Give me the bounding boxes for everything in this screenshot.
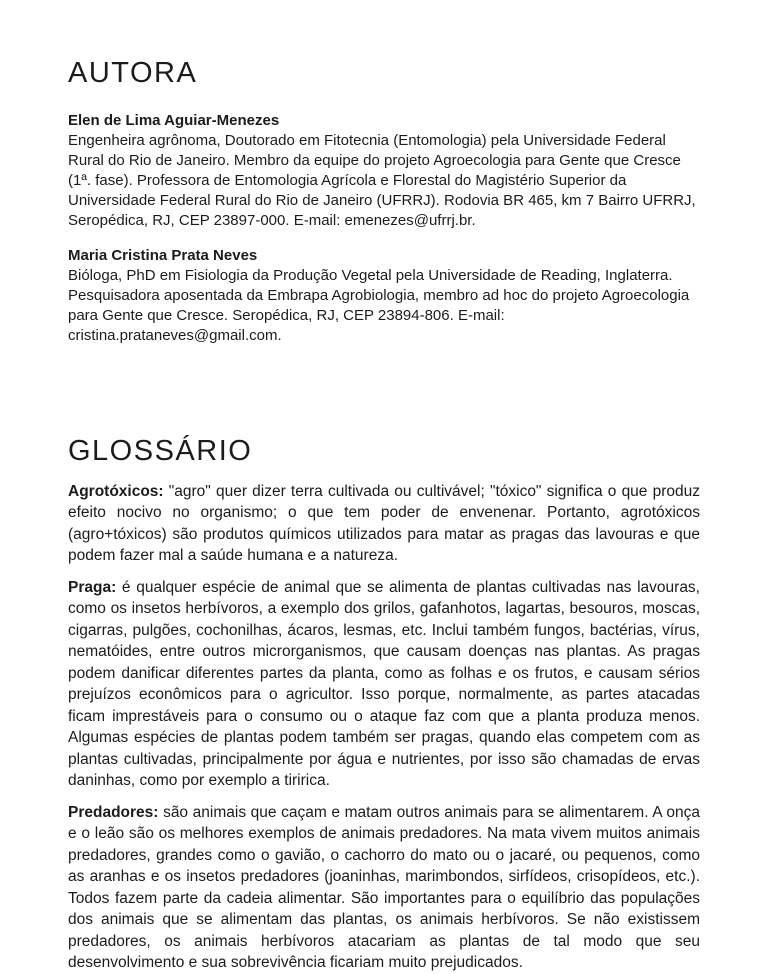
glossary-term: Agrotóxicos: xyxy=(68,482,164,500)
glossary-term: Predadores: xyxy=(68,803,159,821)
author-bio: Bióloga, PhD em Fisiologia da Produção Vegetal pela Universidade de Reading, Inglaterra. Pesquisadora aposentada da Embrapa Agrobiologia, membro ad hoc do projeto Agroecologia para Gente que Cresce. Seropédica, RJ, CEP 23894-806. E-mail: cristina.prataneves@gmail.com. xyxy=(68,266,690,344)
author-name: Maria Cristina Prata Neves xyxy=(68,246,258,264)
glossary-term: Praga: xyxy=(68,578,117,596)
glossary-entry-praga xyxy=(68,577,700,792)
author-block-elen xyxy=(68,111,700,231)
autora-heading: AUTORA xyxy=(68,57,198,89)
author-block-maria xyxy=(68,246,700,346)
author-bio: Engenheira agrônoma, Doutorado em Fitotecnia (Entomologia) pela Universidade Federal Rural do Rio de Janeiro. Membro da equipe do projeto Agroecologia para Gente que Cresce (1ª. fase). Professora de Entomologia Agrícola e Florestal do Magistério Superior da Universidade Federal Rural do Rio de Janeiro (UFRRJ). Rodovia BR 465, km 7 Bairro UFRRJ, Seropédica, RJ, CEP 23897-000. E-mail: emenezes@ufrrj.br. xyxy=(68,131,696,229)
glossary-entry-predadores xyxy=(68,802,700,974)
glossario-section xyxy=(68,434,700,974)
glossary-definition: "agro" quer dizer terra cultivada ou cultivável; "tóxico" significa o que produz efeito nocivo no organismo; o que tem poder de envenenar. Portanto, agrotóxicos (agro+tóxicos) são produtos químicos utilizados para matar as pragas das lavouras e que podem fazer mal a saúde humana e a natureza. xyxy=(68,482,700,565)
glossary-definition: são animais que caçam e matam outros animais para se alimentarem. A onça e o leão são os melhores exemplos de animais predadores. Na mata vivem muitos animais predadores, grandes como o gavião, o cachorro do mato ou o jacaré, ou pequenos, como as aranhas e os insetos predadores (joaninhas, marimbondos, sirfídeos, crisopídeos, etc.). Todos fazem parte da cadeia alimentar. São importantes para o equilíbrio das populações dos animais que se alimentam das plantas, os animais herbívoros. Se não existissem predadores, os animais herbívoros atacariam as plantas de tal modo que seu desenvolvimento e sua sobrevivência ficariam muito prejudicados. xyxy=(68,803,700,972)
autora-section xyxy=(68,56,700,346)
glossario-heading: GLOSSÁRIO xyxy=(68,434,253,467)
author-name: Elen de Lima Aguiar-Menezes xyxy=(68,111,280,129)
glossary-definition: é qualquer espécie de animal que se alimenta de plantas cultivadas nas lavouras, como os insetos herbívoros, a exemplo dos grilos, gafanhotos, lagartas, besouros, moscas, cigarras, pulgões, cochonilhas, ácaros, lesmas, etc. Inclui também fungos, bactérias, vírus, nematóides, entre outros microrganismos, que causam doenças nas plantas. As pragas podem danificar diferentes partes da planta, como as folhas e os frutos, e causam sérios prejuízos econômicos para o agricultor. Isso porque, normalmente, as partes atacadas ficam imprestáveis para o consumo ou o ataque faz com que a planta produza menos. Algumas espécies de plantas podem também ser pragas, quando elas competem com as plantas cultivadas, principalmente por água e nutrientes, por isso são chamadas de ervas daninhas, como por exemplo a tiririca. xyxy=(68,578,700,790)
glossary-entry-agrotoxicos xyxy=(68,481,700,567)
